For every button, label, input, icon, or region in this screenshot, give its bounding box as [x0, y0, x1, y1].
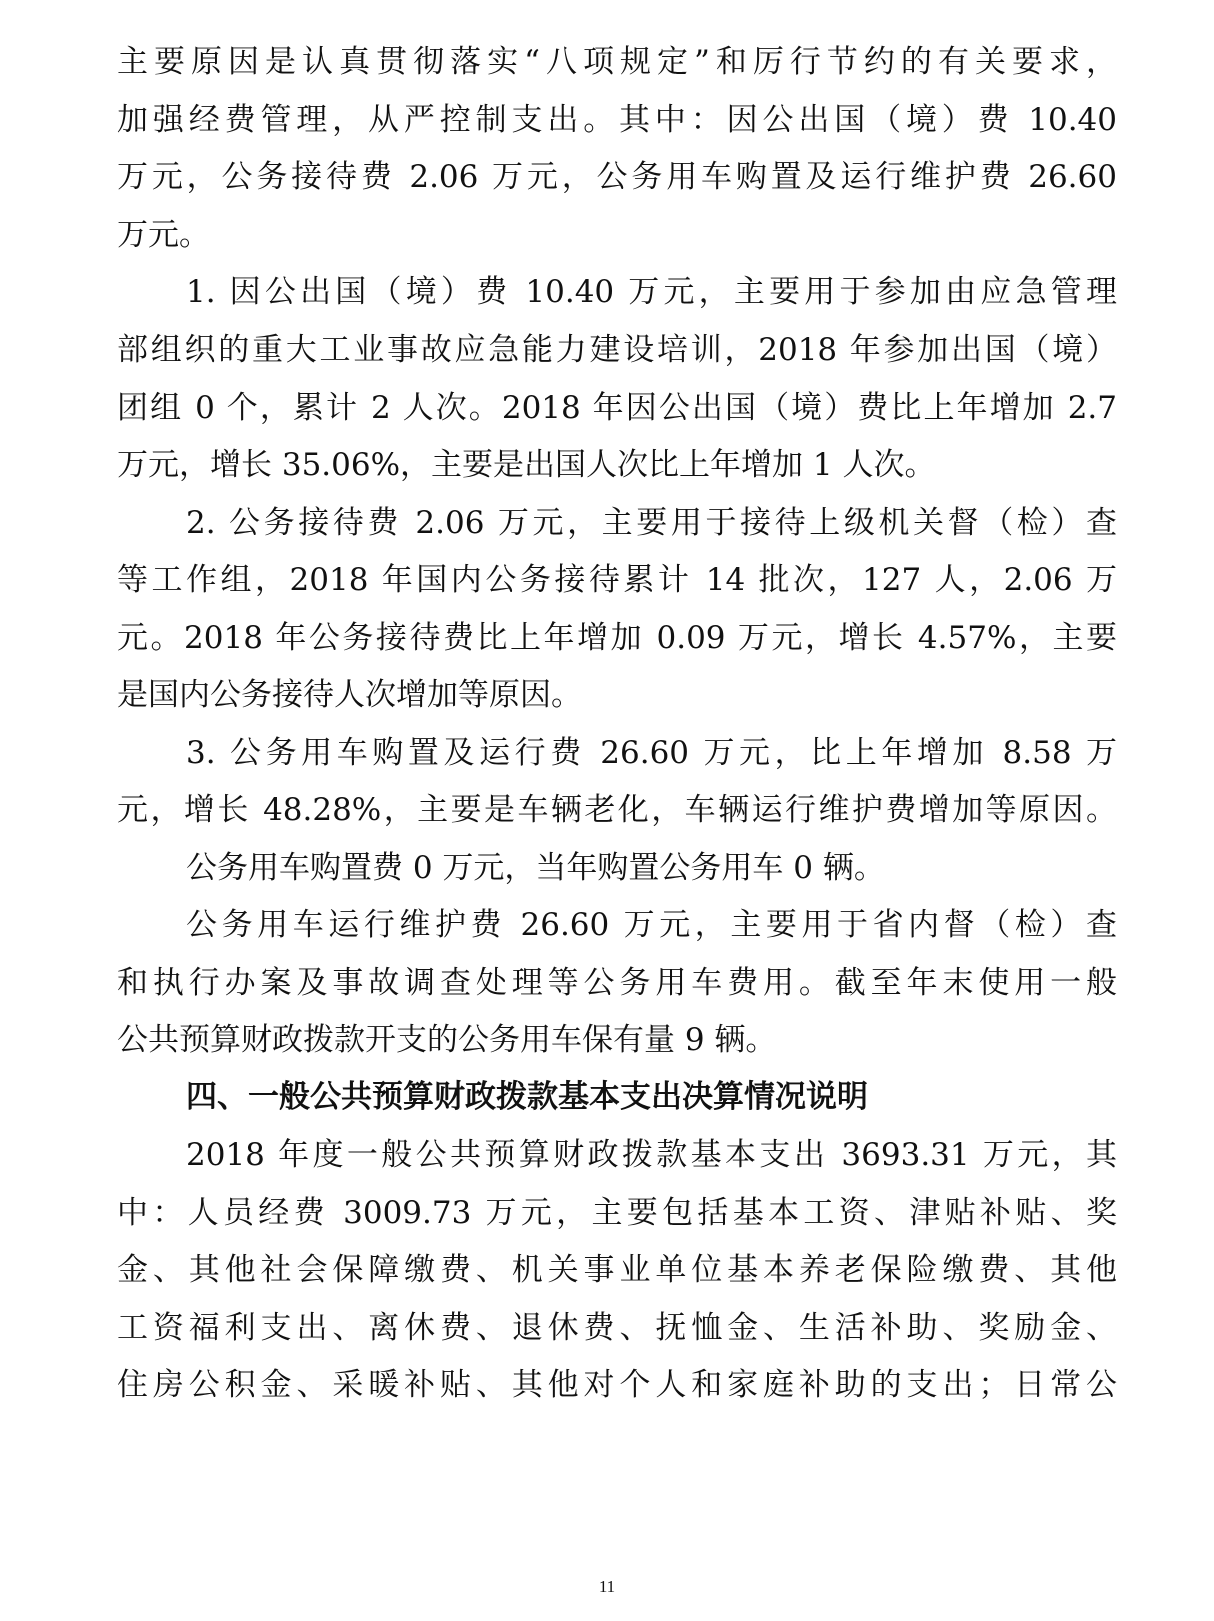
text-line: 万元，增长 35.06%，主要是出国人次比上年增加 1 人次。 — [117, 447, 936, 483]
text-line: 住房公积金、采暖补贴、其他对个人和家庭补助的支出；日常公 — [117, 1367, 1117, 1403]
text-line: 主要原因是认真贯彻落实“八项规定”和厉行节约的有关要求， — [117, 44, 1117, 80]
text-line: 工资福利支出、离休费、退休费、抚恤金、生活补助、奖励金、 — [117, 1310, 1117, 1346]
text-line: 3. 公务用车购置及运行费 26.60 万元，比上年增加 8.58 万 — [186, 735, 1117, 771]
text-line: 团组 0 个，累计 2 人次。2018 年因公出国（境）费比上年增加 2.7 — [117, 390, 1117, 426]
text-line: 公共预算财政拨款开支的公务用车保有量 9 辆。 — [117, 1022, 777, 1058]
text-line: 部组织的重大工业事故应急能力建设培训，2018 年参加出国（境） — [117, 332, 1117, 368]
text-line: 万元。 — [117, 217, 210, 253]
text-line: 等工作组，2018 年国内公务接待累计 14 批次，127 人，2.06 万 — [117, 562, 1117, 598]
text-line: 2018 年度一般公共预算财政拨款基本支出 3693.31 万元，其 — [186, 1137, 1117, 1173]
section-heading: 四、一般公共预算财政拨款基本支出决算情况说明 — [186, 1079, 868, 1115]
text-line: 公务用车购置费 0 万元，当年购置公务用车 0 辆。 — [186, 850, 885, 886]
text-line: 1. 因公出国（境）费 10.40 万元，主要用于参加由应急管理 — [186, 274, 1117, 310]
text-line: 和执行办案及事故调查处理等公务用车费用。截至年末使用一般 — [117, 965, 1117, 1001]
page-number: 11 — [598, 1577, 616, 1596]
text-line: 金、其他社会保障缴费、机关事业单位基本养老保险缴费、其他 — [117, 1252, 1117, 1288]
text-line: 2. 公务接待费 2.06 万元，主要用于接待上级机关督（检）查 — [186, 505, 1117, 541]
text-line: 中：人员经费 3009.73 万元，主要包括基本工资、津贴补贴、奖 — [117, 1195, 1117, 1231]
text-line: 加强经费管理，从严控制支出。其中：因公出国（境）费 10.40 — [117, 102, 1117, 138]
text-line: 元，增长 48.28%，主要是车辆老化，车辆运行维护费增加等原因。 — [117, 792, 1117, 828]
text-line: 元。2018 年公务接待费比上年增加 0.09 万元，增长 4.57%，主要 — [117, 620, 1117, 656]
text-line: 公务用车运行维护费 26.60 万元，主要用于省内督（检）查 — [186, 907, 1117, 943]
text-line: 万元，公务接待费 2.06 万元，公务用车购置及运行维护费 26.60 — [117, 159, 1117, 195]
text-line: 是国内公务接待人次增加等原因。 — [117, 677, 582, 713]
